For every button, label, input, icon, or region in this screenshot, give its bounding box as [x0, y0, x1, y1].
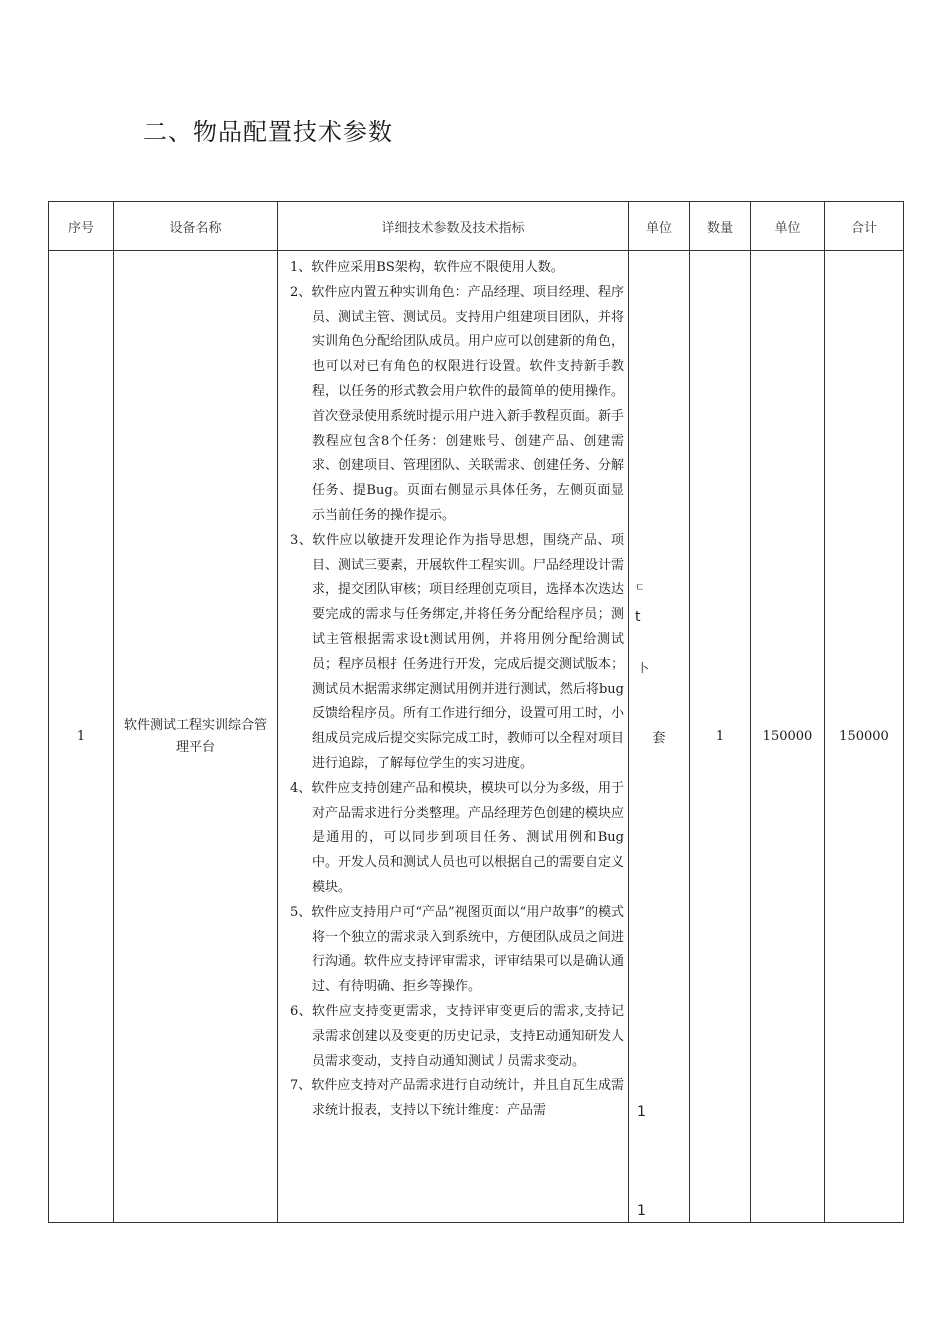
detail-item-2: 2、软件应内置五种实训角色：产品经理、项目经理、程序员、测试主管、测试员。支持用户组建项目团队，并将实训角色分配给团队成员。用户应可以创建新的角色，也可以对已有角色的权限进行设置。软件支持新手教程，以任务的形式教会用户软件的最简单的使用操作。首次登录使用系统时提示用户进入新手教程页面。新手教程应包含8个任务：创建账号、创建产品、创建需求、创建项目、管理团队、关联需求、创建任务、分解任务、提Bug。页面右侧显示具体任务，左侧页面显示当前任务的操作提示。 — [290, 284, 625, 523]
header-total: 合计 — [825, 202, 904, 251]
stray-mark-4: 1 — [637, 1104, 646, 1120]
header-name: 设备名称 — [114, 202, 278, 251]
header-unit-price: 单位 — [751, 202, 825, 251]
stray-mark-3: 卜 — [637, 661, 650, 675]
detail-item-6: 6、软件应支持变更需求，支持评审变更后的需求,支持记录需求创建以及变更的历史记录，支持E动通知研发人员需求变动，支持自动通知测试丿员需求变动。 — [290, 1003, 624, 1069]
row-details-cell — [278, 251, 629, 1223]
spec-table — [48, 201, 904, 1223]
table-row — [49, 251, 904, 1223]
page-title: 二、物品配置技术参数 — [143, 118, 393, 146]
header-quantity: 数量 — [690, 202, 751, 251]
row-total: 150000 — [825, 251, 904, 1223]
detail-item-5: 5、软件应支持用户可“产品”视图页面以“用户故事”的模式将一个独立的需求录入到系统中，方便团队成员之间进行沟通。软件应支持评审需求，评审结果可以是确认通过、有待明确、拒乡等操作。 — [290, 904, 625, 995]
detail-item-3: 3、软件应以敏捷开发理论作为指导思想，围绕产品、项目、测试三要素，开展软件工程实训。尸品经理设计需求，提交团队审核；项目经理创克项目，选择本次迭达要完成的需求与任务绑定,并将任务分配给程序员；测试主管根据需求设t测试用例，并将用例分配给测试员；程序员根扌任务进行开发，完成后提交测试版本；测试员木据需求绑定测试用例并进行测试，然后将bug反馈给程序员。所有工作进行细分，设置可用工时，小组成员完成后提交实际完成工时，教师可以全程对项目进行追踪，了解每位学生的实习进度。 — [290, 532, 625, 771]
row-name: 软件测试工程实训综合管理平台 — [123, 717, 267, 755]
detail-item-4: 4、软件应支持创建产品和模块，模块可以分为多级，用于对产品需求进行分类整理。产品经理芳色创建的模块应是通用的，可以同步到项目任务、测试用例和Bug中。开发人员和测试人员也可以根据自己的需要自定义模块。 — [290, 780, 625, 895]
row-quantity: 1 — [690, 251, 751, 1223]
row-unit-price: 150000 — [751, 251, 825, 1223]
table-header-row — [49, 202, 904, 251]
row-unit: 套 — [652, 731, 666, 746]
row-unit-cell — [629, 251, 690, 1223]
detail-item-7: 7、软件应支持对产品需求进行自动统计，并且自瓦生成需求统计报表，支持以下统计维度：产品需 — [290, 1078, 624, 1119]
stray-mark-5: 1 — [637, 1203, 646, 1219]
row-index: 1 — [49, 251, 114, 1223]
row-name-cell — [114, 251, 278, 1223]
detail-item-1: 1、软件应采用BS架构，软件应不限使用人数。 — [290, 260, 564, 275]
stray-mark-2: t — [635, 609, 641, 625]
stray-mark-1: ㄷ — [635, 583, 645, 594]
header-index: 序号 — [49, 202, 114, 251]
header-unit: 单位 — [629, 202, 690, 251]
header-details: 详细技术参数及技术指标 — [278, 202, 629, 251]
